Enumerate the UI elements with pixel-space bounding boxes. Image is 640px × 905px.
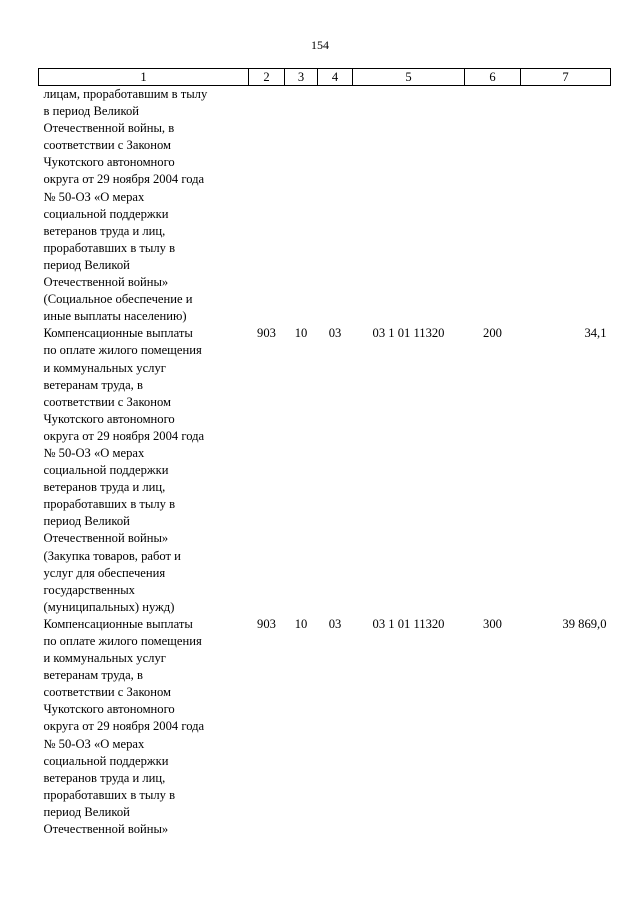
row-section-code: 10 (294, 616, 308, 631)
column-header-5: 5 (353, 69, 465, 86)
table-header-row (39, 69, 611, 86)
row-section-code (285, 86, 318, 326)
row-description: лицам, проработавшим в тылу в период Великой Отечественной войны, в соответствии с Законом Чукотского автономного округа от 29 ноября 2004 года № 50-ОЗ «О мерах социальной поддержки ветеранов труда и лиц, проработавших в тылу в период Великой Отечественной войны» (Социальное обеспечение и иные выплаты населению) (43, 87, 208, 324)
row-description: Компенсационные выплаты по оплате жилого помещения и коммунальных услуг ветеранам труда, в соответствии с Законом Чукотского автономного округа от 29 ноября 2004 года № 50-ОЗ «О мерах социальной поддержки ветеранов труда и лиц, проработавших в тылу в период Великой Отечественной войны» (Закупка товаров, работ и услуг для обеспечения государственных (муниципальных) нужд) (43, 326, 205, 614)
row-subsection-code: 03 (328, 616, 342, 631)
row-section-code: 10 (294, 326, 308, 341)
column-header-4: 4 (318, 69, 353, 86)
row-expense-type-code: 300 (483, 616, 502, 631)
row-subsection-code (318, 86, 353, 326)
row-expense-type-code (465, 86, 521, 326)
row-ministry-code (249, 86, 285, 326)
page-number: 154 (311, 38, 329, 52)
row-amount: 34,1 (584, 326, 607, 341)
row-amount (521, 86, 611, 326)
table-row (39, 86, 611, 326)
budget-table (38, 68, 611, 838)
row-subsection-code: 03 (328, 326, 342, 341)
row-ministry-code: 903 (257, 326, 276, 341)
row-target-code: 03 1 01 11320 (372, 326, 445, 341)
table-row (39, 616, 611, 838)
column-header-1: 1 (39, 69, 249, 86)
table-row (39, 325, 611, 616)
row-ministry-code: 903 (257, 616, 276, 631)
column-header-7: 7 (521, 69, 611, 86)
column-header-6: 6 (465, 69, 521, 86)
row-expense-type-code: 200 (483, 326, 502, 341)
row-description: Компенсационные выплаты по оплате жилого помещения и коммунальных услуг ветеранам труда, в соответствии с Законом Чукотского автономного округа от 29 ноября 2004 года № 50-ОЗ «О мерах социальной поддержки ветеранов труда и лиц, проработавших в тылу в период Великой Отечественной войны» (43, 616, 205, 837)
row-target-code (353, 86, 465, 326)
column-header-3: 3 (285, 69, 318, 86)
row-amount: 39 869,0 (562, 616, 607, 631)
column-header-2: 2 (249, 69, 285, 86)
row-target-code: 03 1 01 11320 (372, 616, 445, 631)
